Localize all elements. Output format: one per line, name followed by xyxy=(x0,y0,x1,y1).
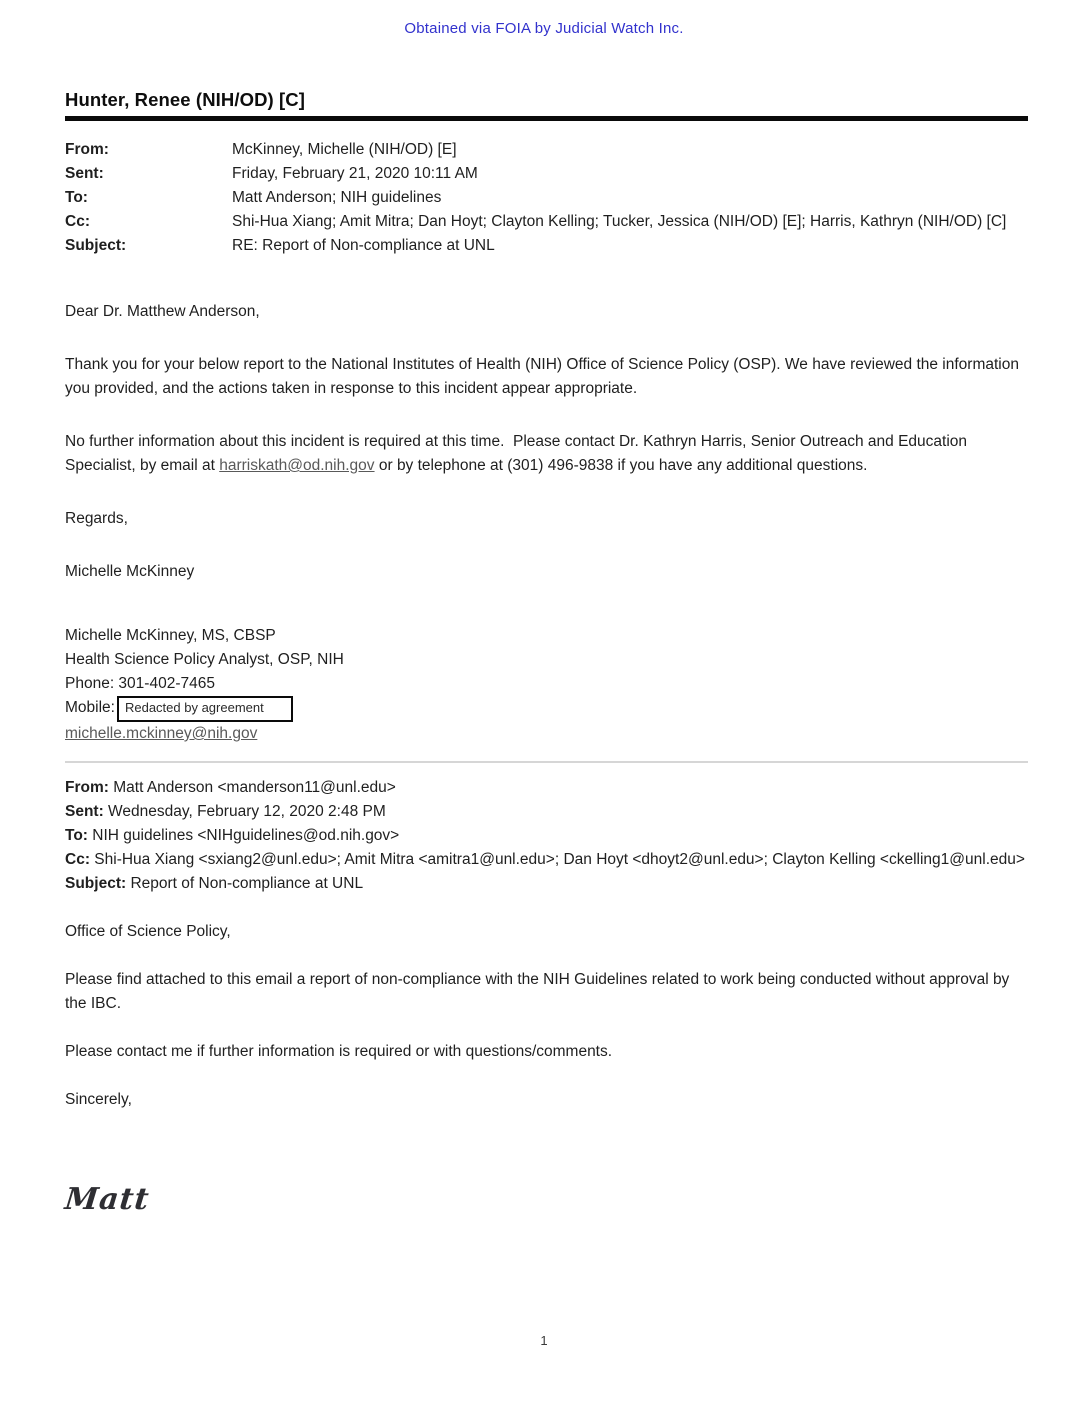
header-row-from xyxy=(65,138,1028,162)
quoted-paragraph-1: Please find attached to this email a report of non-compliance with the NIH Guidelines related to work being conducted without approval by the IBC. xyxy=(65,971,1014,1012)
page-number: 1 xyxy=(540,1333,548,1348)
quoted-email-header xyxy=(65,776,1028,896)
title-rule xyxy=(65,116,1028,121)
salutation: Dear Dr. Matthew Anderson, xyxy=(65,303,260,320)
quoted-header-to xyxy=(65,824,1028,848)
header-value: Friday, February 21, 2020 10:11 AM xyxy=(232,165,478,182)
quoted-header-value: Wednesday, February 12, 2020 2:48 PM xyxy=(103,803,386,820)
signature-email-row xyxy=(65,722,1028,746)
signature-job-title: Health Science Policy Analyst, OSP, NIH xyxy=(65,651,344,668)
quoted-header-value: Shi-Hua Xiang <sxiang2@unl.edu>; Amit Mitra <amitra1@unl.edu>; Dan Hoyt <dhoyt2@unl.edu>; Clayton Kelling <ckelling1@unl.edu> xyxy=(89,851,1025,868)
quoted-closing: Sincerely, xyxy=(65,1091,132,1108)
page-title: Hunter, Renee (NIH/OD) [C] xyxy=(65,89,306,110)
signature-phone: Phone: 301-402-7465 xyxy=(65,675,215,692)
header-row-sent xyxy=(65,162,1028,186)
redaction-box: Redacted by agreement xyxy=(117,696,293,722)
foia-watermark: Obtained via FOIA by Judicial Watch Inc. xyxy=(404,20,684,37)
header-label: From: xyxy=(65,141,109,158)
quoted-salutation: Office of Science Policy, xyxy=(65,923,231,940)
document-content xyxy=(0,89,1088,1217)
header-value: Matt Anderson; NIH guidelines xyxy=(232,189,442,206)
quoted-header-from xyxy=(65,776,1028,800)
paragraph-1: Thank you for your below report to the National Institutes of Health (NIH) Office of Science Policy (OSP). We have reviewed the information you provided, and the actions taken in response to this incident appear appropriate. xyxy=(65,356,1024,397)
handwritten-signature: Matt xyxy=(63,1182,152,1217)
header-row-to xyxy=(65,186,1028,210)
quoted-paragraph-2: Please contact me if further information is required or with questions/comments. xyxy=(65,1043,613,1060)
quoted-email-divider xyxy=(65,761,1028,763)
closing-name: Michelle McKinney xyxy=(65,563,195,580)
quoted-header-value: NIH guidelines <NIHguidelines@od.nih.gov> xyxy=(87,827,400,844)
signature-mobile-row xyxy=(65,696,1028,722)
email-link-michelle[interactable]: michelle.mckinney@nih.gov xyxy=(65,725,258,742)
quoted-header-value: Report of Non-compliance at UNL xyxy=(126,875,364,892)
header-value: McKinney, Michelle (NIH/OD) [E] xyxy=(232,141,457,158)
quoted-header-sent xyxy=(65,800,1028,824)
header-row-subject xyxy=(65,234,1028,258)
paragraph-2-text-after: or by telephone at (301) 496-9838 if you have any additional questions. xyxy=(374,457,868,474)
quoted-header-label: To: xyxy=(65,827,88,844)
quoted-header-value: Matt Anderson <manderson11@unl.edu> xyxy=(108,779,396,796)
signature-name-title: Michelle McKinney, MS, CBSP xyxy=(65,627,276,644)
email-header xyxy=(65,138,1028,258)
quoted-header-cc xyxy=(65,848,1028,872)
header-row-cc xyxy=(65,210,1028,234)
header-label: Sent: xyxy=(65,165,104,182)
header-label: To: xyxy=(65,189,88,206)
quoted-header-label: Subject: xyxy=(65,875,127,892)
quoted-header-subject xyxy=(65,872,1028,896)
header-label: Cc: xyxy=(65,213,90,230)
header-value: Shi-Hua Xiang; Amit Mitra; Dan Hoyt; Clayton Kelling; Tucker, Jessica (NIH/OD) [E]; Harris, Kathryn (NIH/OD) [C] xyxy=(232,213,1007,230)
email-link-harriskath[interactable]: harriskath@od.nih.gov xyxy=(219,457,375,474)
quoted-header-label: Sent: xyxy=(65,803,104,820)
quoted-header-label: From: xyxy=(65,779,109,796)
signature-block xyxy=(65,624,1028,746)
mobile-label: Mobile: xyxy=(65,699,115,716)
header-label: Subject: xyxy=(65,237,127,254)
paragraph-2 xyxy=(65,430,1028,478)
closing: Regards, xyxy=(65,510,128,527)
paragraph-2-text-before: No further information about this incident is required at this time. Please contact Dr. Kathryn Harris, Senior Outreach and Education Specialist, by email at xyxy=(65,433,972,474)
header-value: RE: Report of Non-compliance at UNL xyxy=(232,237,495,254)
quoted-header-label: Cc: xyxy=(65,851,90,868)
